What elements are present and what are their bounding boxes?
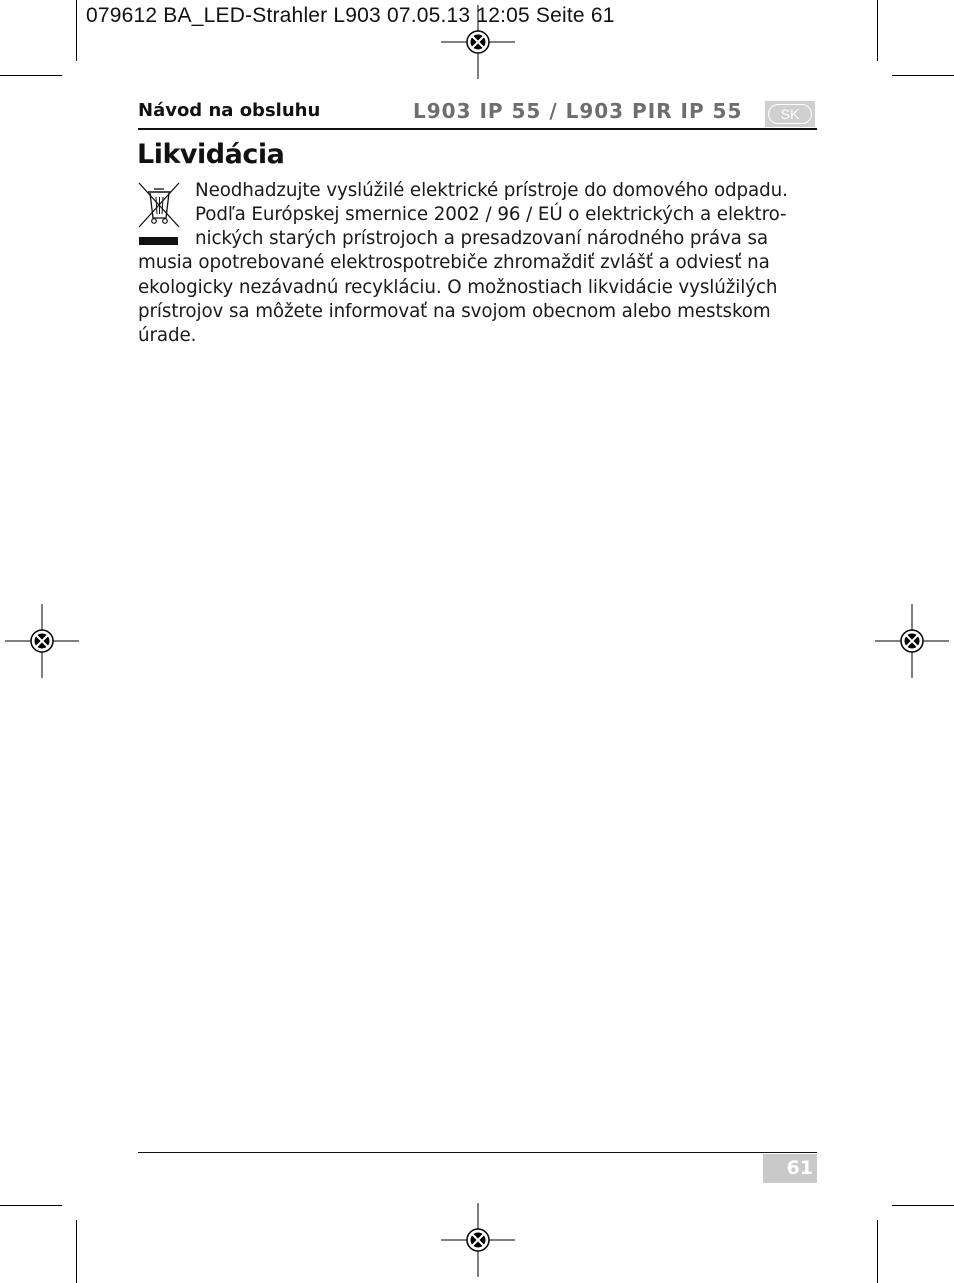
language-badge (765, 101, 815, 127)
weee-underline-bar (139, 237, 178, 245)
print-slug-line: 079612 BA_LED-Strahler L903 07.05.13 12:05 Seite 61 (86, 4, 615, 27)
paragraph-line: nických starých prístrojoch a presadzovaní národného práva sa (195, 228, 768, 249)
paragraph-line: ekologicky nezávadnú recykláciu. O možnostiach likvidácie vyslúžilých (138, 277, 778, 298)
crop-mark-bottom-left-vertical (76, 1220, 77, 1283)
header-rule (138, 128, 817, 130)
footer-rule (138, 1152, 817, 1153)
crop-mark-top-left-vertical (76, 0, 77, 61)
crop-mark-bottom-right-horizontal (892, 1205, 954, 1206)
paragraph-line: úrade. (138, 325, 197, 346)
registration-mark-right-icon (873, 602, 951, 680)
paragraph-line: Neodhadzujte vyslúžilé elektrické prístroje do domového odpadu. (195, 180, 788, 201)
page-number: 61 (763, 1154, 817, 1183)
crop-mark-bottom-right-vertical (877, 1220, 878, 1283)
paragraph-line: Podľa Európskej smernice 2002 / 96 / EÚ o elektrických a elektro- (195, 204, 787, 225)
section-title: Likvidácia (137, 139, 285, 170)
registration-mark-top-icon (439, 3, 517, 81)
crop-mark-top-left-horizontal (0, 75, 62, 76)
model-designation: L903 IP 55 / L903 PIR IP 55 (413, 99, 743, 123)
crop-mark-top-right-horizontal (892, 75, 954, 76)
crossed-out-wheelie-bin-icon (138, 182, 180, 228)
registration-mark-bottom-icon (439, 1201, 517, 1279)
crop-mark-top-right-vertical (877, 0, 878, 61)
registration-mark-left-icon (3, 602, 81, 680)
crop-mark-bottom-left-horizontal (0, 1205, 62, 1206)
language-badge-label: SK (768, 104, 812, 124)
paragraph-line: prístrojov sa môžete informovať na svojom obecnom alebo mestskom (138, 301, 771, 322)
manual-label: Návod na obsluhu (138, 100, 321, 121)
paragraph-line: musia opotrebované elektrospotrebiče zhromaždiť zvlášť a odviesť na (138, 252, 770, 273)
